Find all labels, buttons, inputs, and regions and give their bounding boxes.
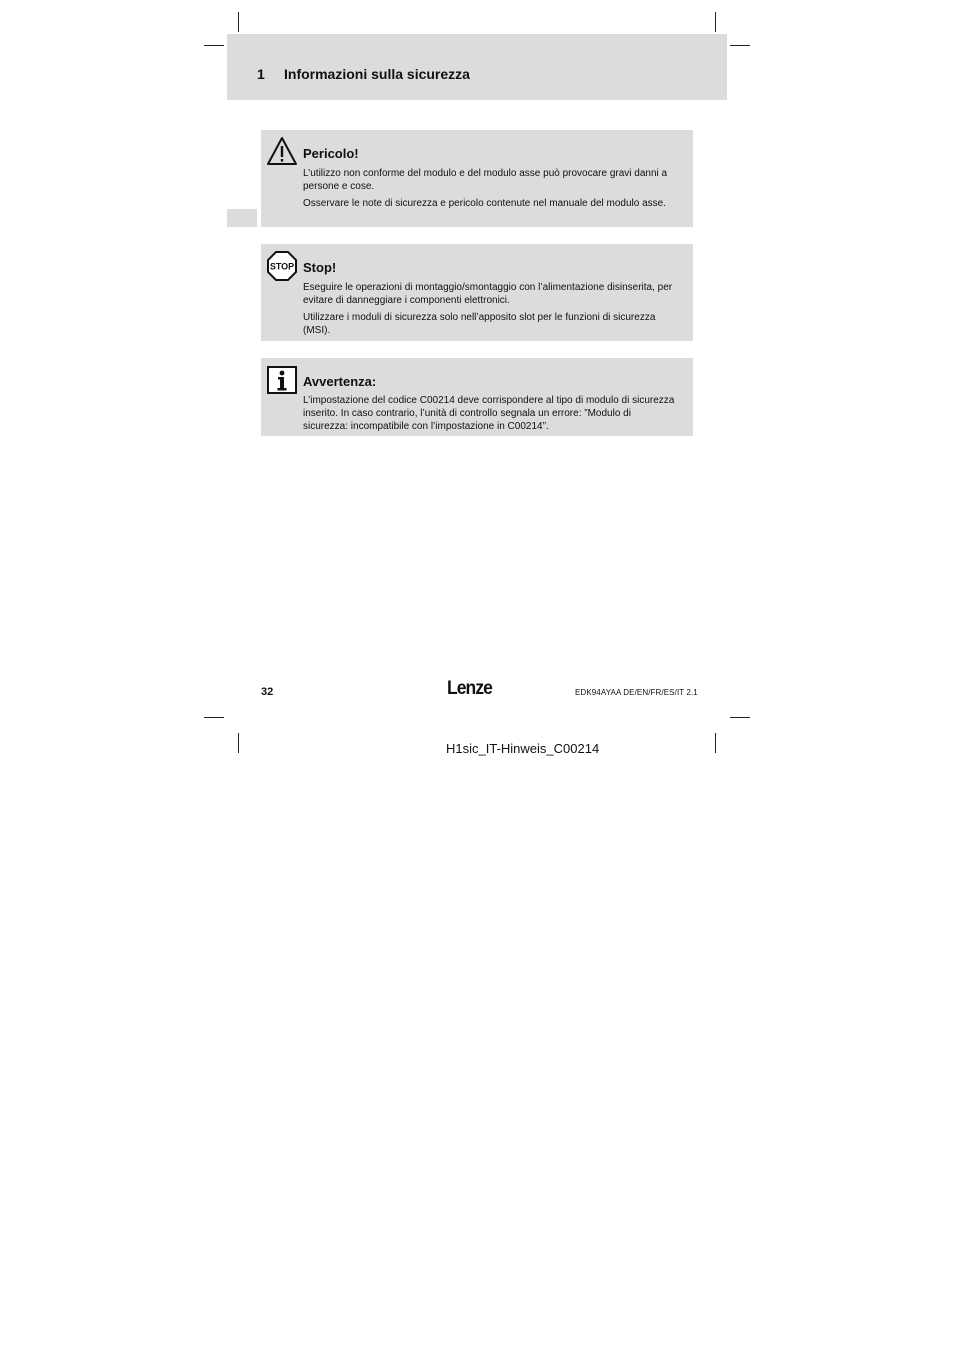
danger-body [303, 167, 678, 214]
stop-sign-icon [266, 250, 298, 282]
crop-mark [715, 12, 716, 32]
danger-note [261, 130, 693, 227]
stop-text: Utilizzare i moduli di sicurezza solo nell’apposito slot per le funzioni di sicurezza (MSI). [303, 312, 656, 336]
info-note [261, 358, 693, 436]
crop-mark [204, 717, 224, 718]
crop-mark [715, 733, 716, 753]
stop-text: Eseguire le operazioni di montaggio/smontaggio con l’alimentazione disinserita, per evitare di danneggiare i componenti elettronici. [303, 282, 673, 306]
danger-text: L’utilizzo non conforme del modulo e del modulo asse può provocare gravi danni a persone e cose. [303, 168, 668, 192]
stop-note [261, 244, 693, 341]
chapter-header [227, 34, 727, 100]
chapter-number: 1 [257, 66, 265, 82]
danger-title: Pericolo! [303, 146, 359, 161]
chapter-title: Informazioni sulla sicurezza [284, 66, 470, 82]
crop-mark [238, 733, 239, 753]
info-text: L’impostazione del codice C00214 deve corrispondere al tipo di modulo di sicurezza inserito. In caso contrario, l’unità di controllo segnala un errore: ”Modulo di sicurezza: incompatibile con l’impostazione in C00214”. [303, 395, 675, 432]
page-caption: H1sic_IT-Hinweis_C00214 [446, 741, 600, 756]
crop-mark [204, 45, 224, 46]
page-number: 32 [261, 686, 274, 698]
crop-mark [730, 45, 750, 46]
stop-body [303, 281, 678, 341]
stop-title: Stop! [303, 260, 337, 275]
lenze-logo: Lenze [447, 678, 492, 699]
warning-triangle-icon [266, 136, 298, 168]
info-icon [266, 364, 298, 396]
info-title: Avvertenza: [303, 374, 377, 389]
danger-text: Osservare le note di sicurezza e pericolo contenute nel manuale del modulo asse. [303, 198, 666, 209]
stop-sign-text: STOP [269, 261, 295, 272]
crop-mark [730, 717, 750, 718]
document-code: EDK94AYAA DE/EN/FR/ES/IT 2.1 [575, 688, 698, 697]
crop-mark [238, 12, 239, 32]
info-body [303, 394, 678, 437]
side-tab-marker [227, 209, 257, 227]
